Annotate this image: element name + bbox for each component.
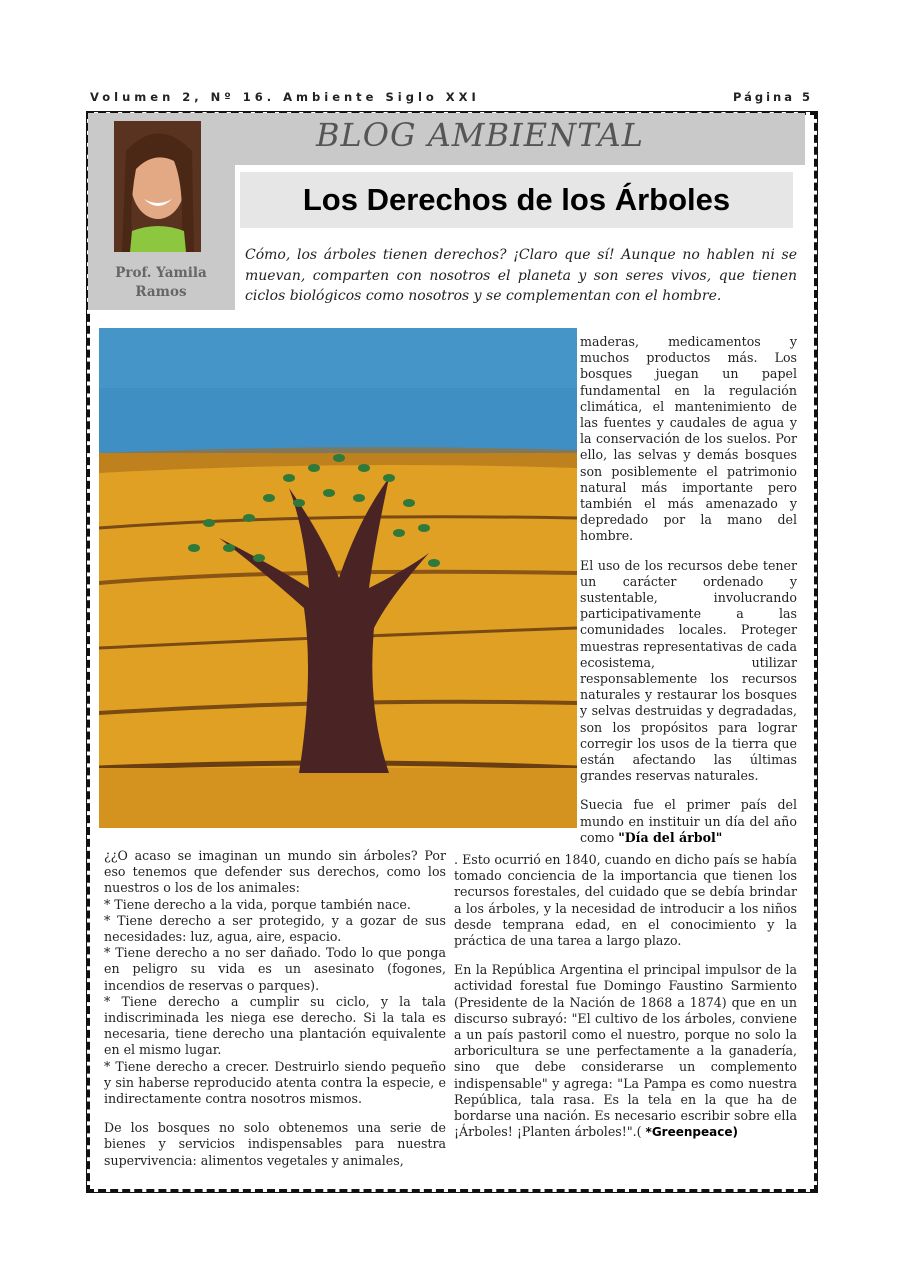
bottom-right-column <box>454 838 797 1140</box>
section-title: BLOG AMBIENTAL <box>315 116 645 154</box>
tree-illustration <box>99 328 577 828</box>
paragraph: En la República Argentina el principal impulsor de la actividad forestal fue Domingo Faustino Sarmiento (Presidente de la Nación de 1868 a 1874) que en un discurso subrayó: "El cultivo de los árboles, conviene a un país pastoril como el nuestro, porque no solo la arboricultura se une perfectamente a la ganadería, sino que debe considerarse un complemento indispensable" y agrega: "La Pampa es como nuestra República, tala rasa. Es la tela en la que ha de bordarse una nación. Es necesario escribir sobre ella ¡Árboles! ¡Planten árboles!".( <box>454 962 797 1140</box>
paragraph: Suecia fue el primer país del mundo en instituir un día del año como <box>580 797 797 845</box>
right-column <box>580 334 797 846</box>
article-title: Los Derechos de los Árboles <box>302 182 731 217</box>
rights-item: * Tiene derecho a ser protegido, y a gozar de sus necesidades: luz, agua, aire, espacio. <box>104 912 446 945</box>
paragraph: El uso de los recursos debe tener un carácter ordenado y sustentable, involucrando participativamente a las comunidades locales. Proteger muestras representativas de cada ecosistema, utilizar responsablemente los recursos naturales y restaurar los bosques y selvas destruidas y degradadas, son los propósitos para lograr corregir los usos de la tierra que están afectando las últimas grandes reservas naturales. <box>580 557 797 784</box>
page-number: Página 5 <box>732 90 813 104</box>
left-column <box>104 848 446 1169</box>
author-name: Prof. Yamila Ramos <box>115 265 207 300</box>
issue-header: Volumen 2, Nº 16. Ambiente Siglo XXI <box>90 90 480 104</box>
paragraph: maderas, medicamentos y muchos productos más. Los bosques juegan un papel fundamental en la regulación climática, el mantenimiento de las fuentes y caudales de agua y la conservación de los suelos. Por ello, las selvas y demás bosques son posiblemente el patrimonio natural más importante pero también el más amenazado y depredado por la mano del hombre. <box>580 334 797 544</box>
paragraph: . Esto ocurrió en 1840, cuando en dicho país se había tomado conciencia de la importancia que tienen los recursos forestales, del cuidado que se debía brindar a los árboles, y la necesidad de introducir a los niños desde temprana edad, en el conocimiento y la práctica de una tarea a largo plazo. <box>454 852 797 949</box>
rights-item: * Tiene derecho a crecer. Destruirlo siendo pequeño y sin haberse reproducido atenta contra la especie, e indirectamente contra nosotros mismos. <box>104 1058 446 1107</box>
dia-del-arbol: "Día del árbol" <box>618 829 723 845</box>
rights-item: * Tiene derecho a cumplir su ciclo, y la tala indiscriminada les niega ese derecho. Si la tala es necesaria, tiene derecho una plantación equivalente en el mismo lugar. <box>104 993 446 1058</box>
rights-item: * Tiene derecho a no ser dañado. Todo lo que ponga en peligro su vida es un asesinato (fogones, incendios de reservas o parques). <box>104 945 446 993</box>
article-title-box <box>240 172 793 228</box>
author-photo <box>114 121 201 252</box>
article-intro: Cómo, los árboles tienen derechos? ¡Claro que sí! Aunque no hablen ni se muevan, comparten con nosotros el planeta y son seres vivos, que tienen ciclos biológicos como nosotros y se complementan con el hombre. <box>245 247 797 304</box>
paragraph: ¿¿O acaso se imaginan un mundo sin árboles? Por eso tenemos que defender sus derechos, como los nuestros o los de los animales: <box>104 848 446 896</box>
rights-item: * Tiene derecho a la vida, porque también nace. <box>104 896 411 912</box>
paragraph: De los bosques no solo obtenemos una serie de bienes y servicios indispensables para nuestra supervivencia: alimentos vegetales y animales, <box>104 1120 446 1168</box>
source-credit: *Greenpeace) <box>645 1125 738 1140</box>
